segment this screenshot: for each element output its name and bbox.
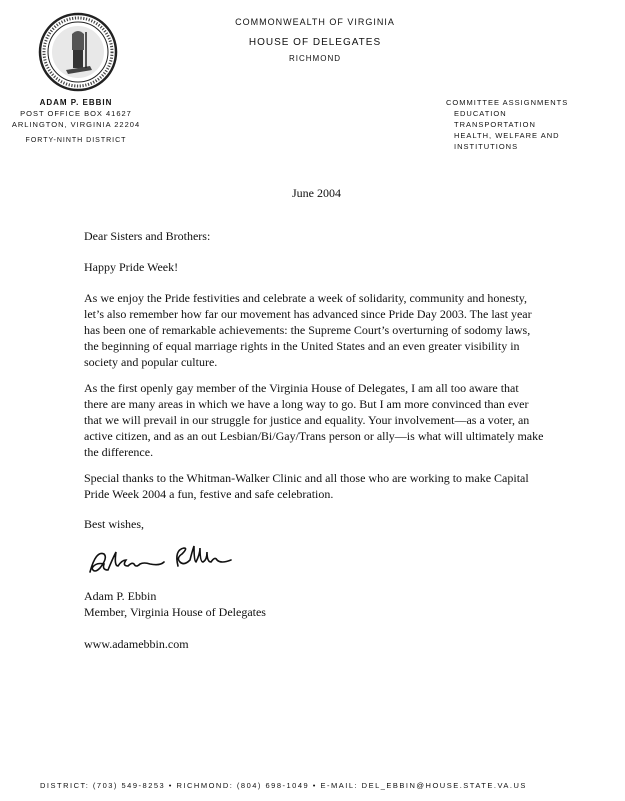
letterhead-line2: HOUSE OF DELEGATES — [248, 37, 382, 48]
signer-name: Adam P. Ebbin — [84, 589, 157, 603]
sender-district: FORTY-NINTH DISTRICT — [25, 137, 127, 144]
greeting: Happy Pride Week! — [84, 260, 179, 274]
website-link[interactable]: www.adamebbin.com — [84, 637, 189, 651]
committee-block — [446, 97, 621, 152]
signer-title: Member, Virginia House of Delegates — [84, 605, 266, 619]
sender-address2: ARLINGTON, VIRGINIA 22204 — [11, 120, 141, 129]
committee-item: TRANSPORTATION — [454, 120, 536, 129]
salutation: Dear Sisters and Brothers: — [84, 229, 211, 243]
closing: Best wishes, — [84, 517, 144, 531]
paragraph: As we enjoy the Pride festivities and celebrate a week of solidarity, community and honesty, let’s also remember how far our movement has advanced since Pride Day 2003. The last year has been one of remarkable achievements: the Supreme Court’s overturning of sodomy laws, the beginning of equal marriage rights in the United States and an even greater visibility in society and popular culture. — [84, 291, 532, 369]
letter-date: June 2004 — [292, 186, 341, 200]
sender-name: ADAM P. EBBIN — [39, 98, 113, 107]
committee-item: EDUCATION — [454, 109, 507, 118]
committee-item: HEALTH, WELFARE AND INSTITUTIONS — [454, 131, 560, 151]
letterhead-line1: COMMONWEALTH OF VIRGINIA — [235, 17, 395, 27]
paragraph: Special thanks to the Whitman-Walker Clinic and all those who are working to make Capital Pride Week 2004 a fun, festive and safe celebration. — [84, 471, 529, 501]
sender-block — [6, 97, 146, 130]
virginia-seal-icon — [38, 12, 118, 92]
paragraph: As the first openly gay member of the Virginia House of Delegates, I am all too aware that there are many areas in which we have a long way to go. But I am more convinced than ever that we will prevail in our struggle for justice and equality. Your involvement—as a voter, an active citizen, and as an out Lesbian/Bi/Gay/Trans person or ally—is what will ultimately make the difference. — [84, 381, 544, 459]
letterhead-line3: RICHMOND — [289, 54, 341, 63]
footer-contact: DISTRICT: (703) 549-8253 • RICHMOND: (804) 698-1049 • E-MAIL: DEL_EBBIN@HOUSE.STATE.VA.US — [40, 781, 527, 790]
committee-heading: COMMITTEE ASSIGNMENTS — [446, 98, 569, 107]
handwritten-signature — [86, 544, 246, 580]
sender-address1: POST OFFICE BOX 41627 — [20, 109, 132, 118]
